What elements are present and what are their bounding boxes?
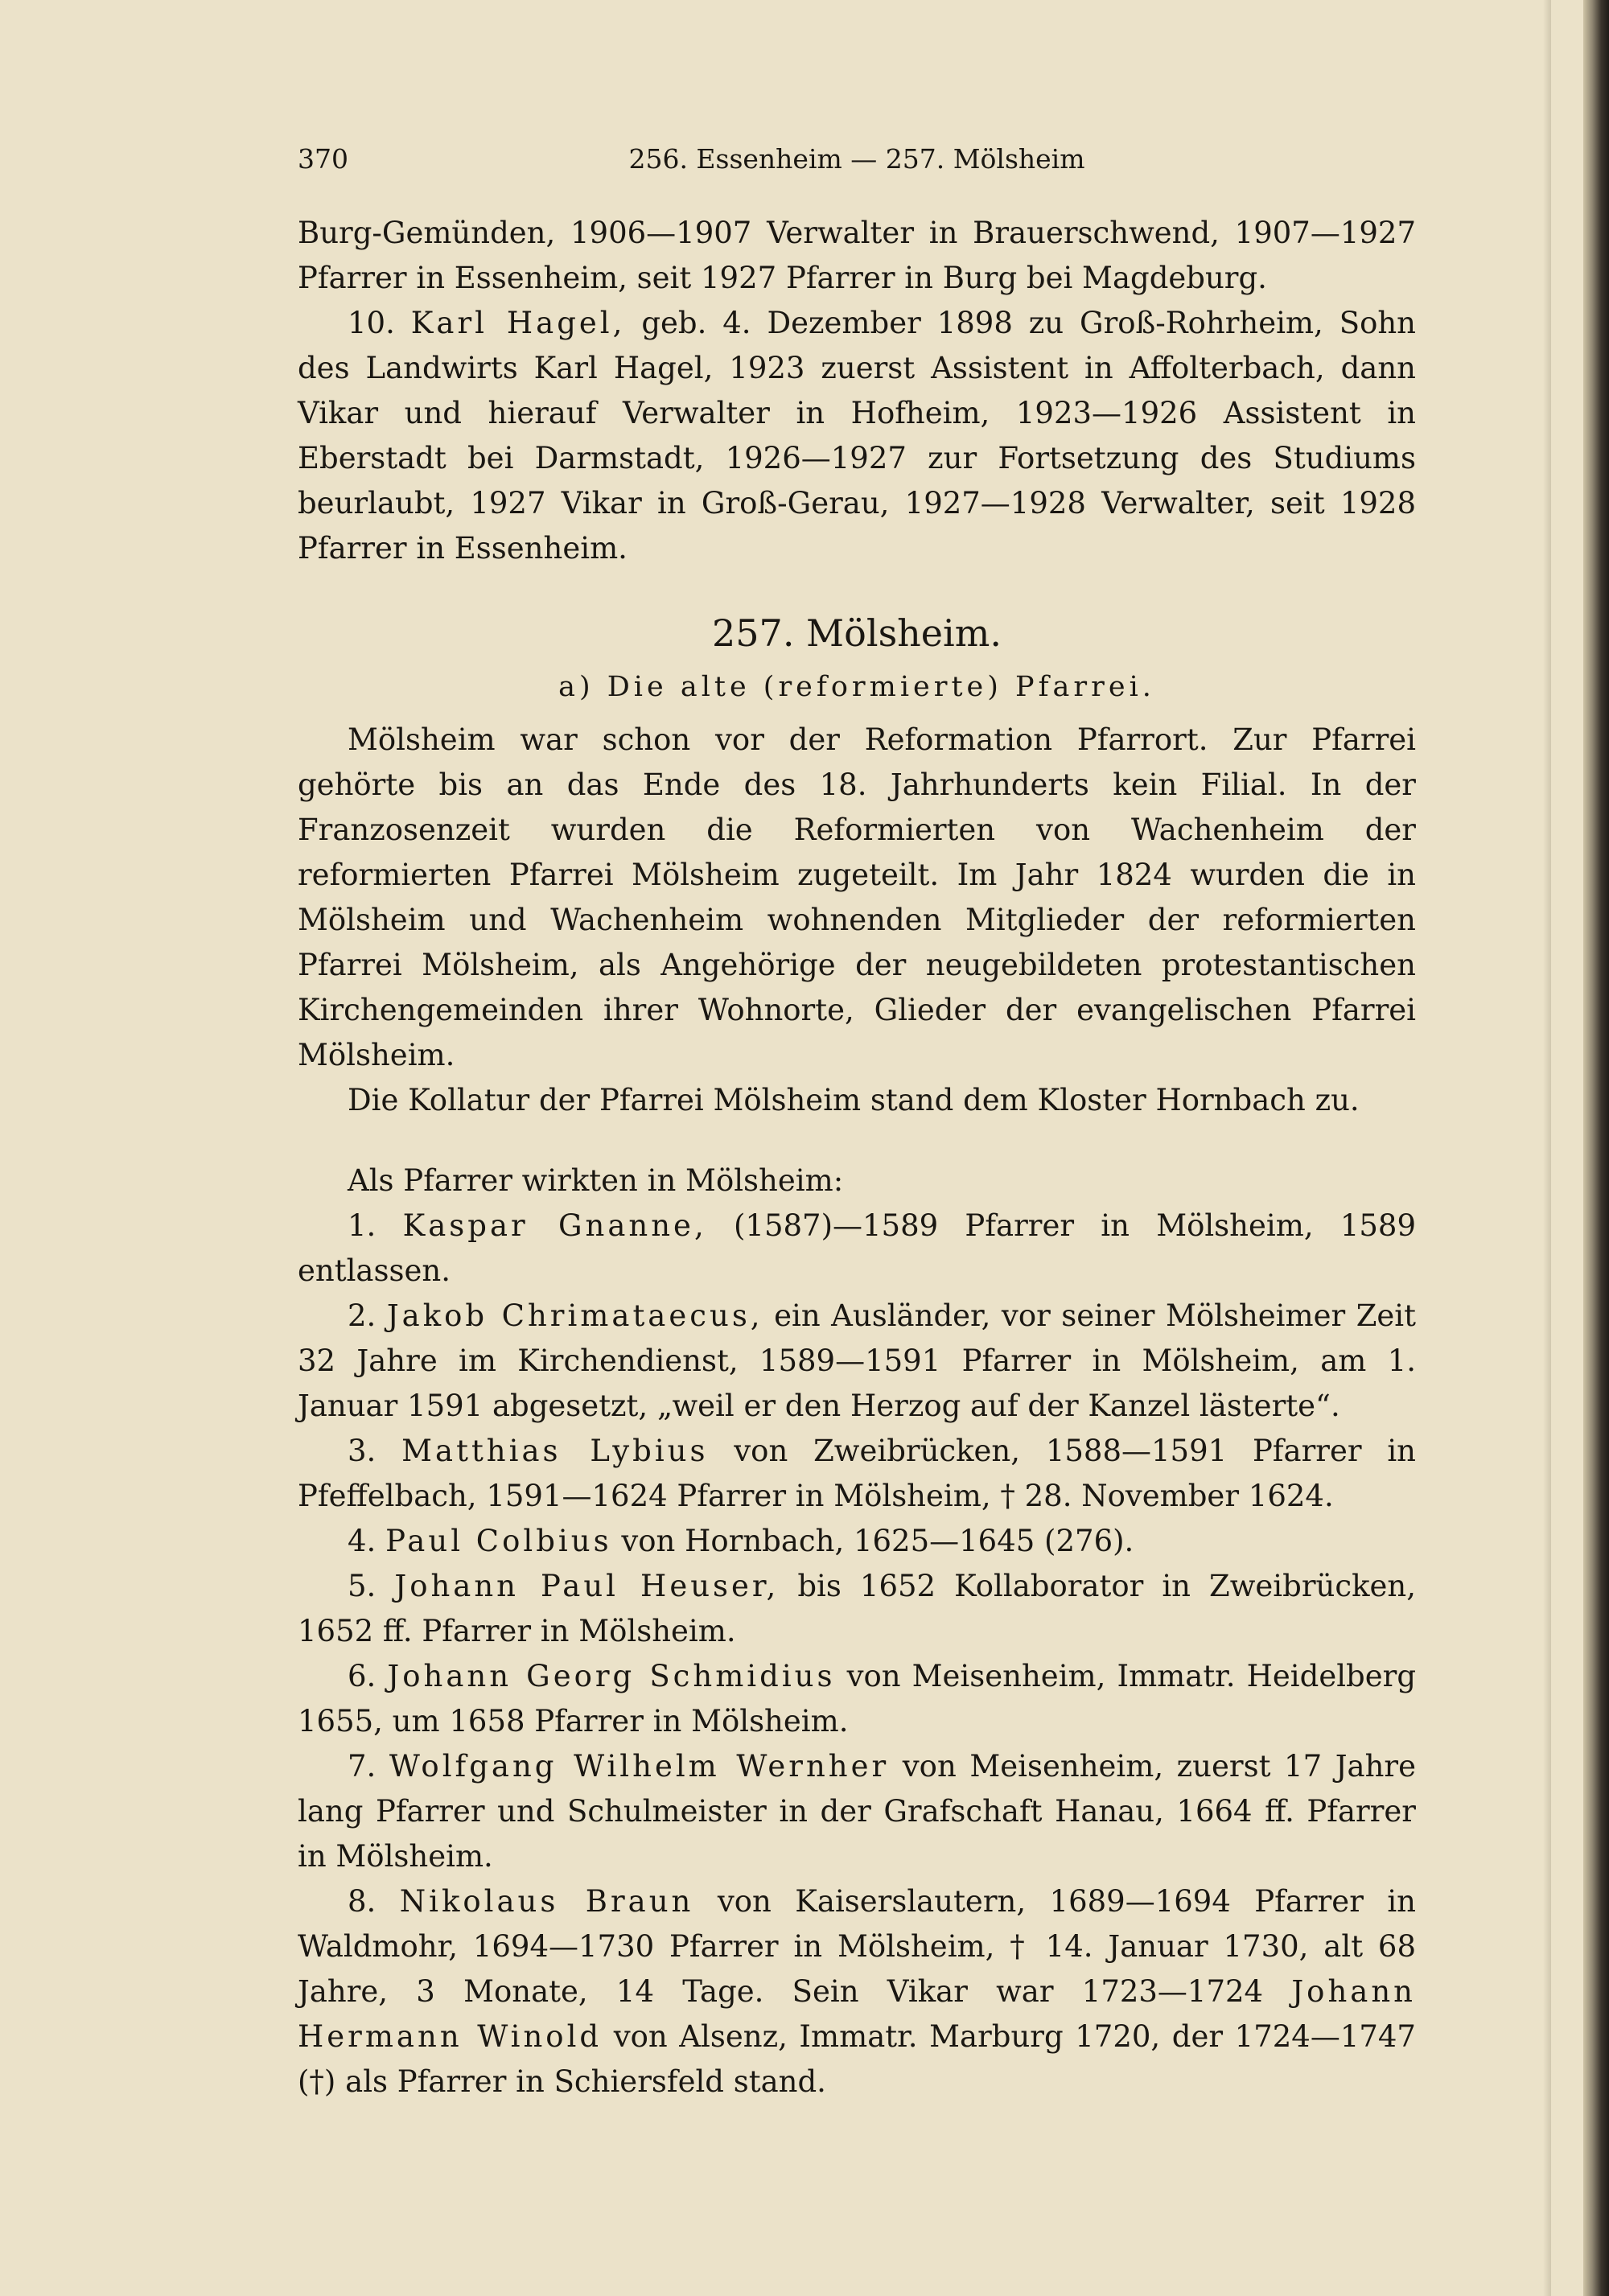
continuation-paragraph: Burg-Gemünden, 1906—1907 Verwalter in Brauerschwend, 1907—1927 Pfarrer in Essenheim, seit 1927 Pfarrer in Burg bei Magdeburg. [298,216,1416,295]
pastor-number: 6. [348,1659,377,1693]
entry-10-text: geb. 4. Dezember 1898 zu Groß-Rohrheim, Sohn des Landwirts Karl Hagel, 1923 zuerst Assistent in Affolterbach, dann Vikar und hierauf Verwalter in Hofheim, 1923—1926 Assistent in Eberstadt bei Darmstadt, 1926—1927 zur Fortsetzung des Studiums beurlaubt, 1927 Vikar in Groß-Gerau, 1927—1928 Verwalter, seit 1928 Pfarrer in Essenheim. [298,306,1417,566]
vicar-text: von Alsenz, Immatr. Marburg 1720, der 1724—1747 (†) als Pfarrer in Schiersfeld stand. [298,2019,1416,2099]
pastor-name: Johann Paul Heuser, [394,1569,780,1603]
kollatur-paragraph: Die Kollatur der Pfarrei Mölsheim stand dem Kloster Hornbach zu. [348,1083,1360,1117]
pastor-number: 8. [348,1884,377,1919]
pastor-entry [298,1429,1416,1519]
pastor-name: Wolfgang Wilhelm Wernher [389,1749,890,1784]
pastor-entry [298,1744,1416,1879]
pastor-entry [298,1294,1416,1429]
pastor-name: Kaspar Gnanne, [402,1208,707,1243]
pastor-number: 3. [348,1434,377,1468]
entry-10-number: 10. [348,306,395,340]
pastor-text: von Meisenheim, zuerst 17 Jahre lang Pfarrer und Schulmeister in der Grafschaft Hanau, 1664 ff. Pfarrer in Mölsheim. [298,1749,1416,1874]
book-spine-edge [1583,0,1609,2296]
pastor-entry [298,1879,1416,2105]
section-title: 257. Mölsheim. [712,611,1002,655]
running-head-title: 256. Essenheim — 257. Mölsheim [628,143,1085,175]
pastor-list-intro: Als Pfarrer wirkten in Mölsheim: [348,1163,844,1198]
pastor-number: 1. [348,1208,377,1243]
page-fold-shadow [1543,0,1551,2296]
pastor-text: bis 1652 Kollaborator in Zweibrücken, 1652 ff. Pfarrer in Mölsheim. [298,1569,1416,1648]
pastor-text: (1587)—1589 Pfarrer in Mölsheim, 1589 entlassen. [298,1208,1416,1288]
pastor-text: von Zweibrücken, 1588—1591 Pfarrer in Pfeffelbach, 1591—1624 Pfarrer in Mölsheim, † 28. November 1624. [298,1434,1417,1513]
pastor-name: Jakob Chrimataecus, [386,1298,763,1333]
text-block [298,138,1416,2105]
pastor-text: von Meisenheim, Immatr. Heidelberg 1655, um 1658 Pfarrer in Mölsheim. [298,1659,1417,1738]
pastor-number: 7. [348,1749,377,1784]
entry-10-name: Karl Hagel, [410,306,626,340]
running-head [298,138,1416,187]
pastor-name: Nikolaus Braun [399,1884,694,1919]
subsection-title: a) Die alte (reformierte) Pfarrei. [558,671,1155,703]
pastor-entry [298,1519,1416,1564]
pastor-text: von Kaiserslautern, 1689—1694 Pfarrer in Waldmohr, 1694—1730 Pfarrer in Mölsheim, † 14. Januar 1730, alt 68 Jahre, 3 Monate, 14 Tage. Sein Vikar war 1723—1724 [298,1884,1416,2009]
pastor-name: Matthias Lybius [401,1434,709,1468]
history-paragraph: Mölsheim war schon vor der Reformation Pfarrort. Zur Pfarrei gehörte bis an das Ende des 18. Jahrhunderts kein Filial. In der Franzosenzeit wurden die Reformierten von Wachenheim der reformierten Pfarrei Mölsheim zugeteilt. Im Jahr 1824 wurden die in Mölsheim und Wachenheim wohnenden Mitglieder der reformierten Pfarrei Mölsheim, als Angehörige der neugebildeten protestantischen Kirchengemeinden ihrer Wohnorte, Glieder der evangelischen Pfarrei Mölsheim. [298,722,1416,1072]
vicar-name: Johann Hermann Winold [298,1974,1416,2054]
pastor-number: 4. [348,1524,377,1558]
pastor-entry [298,1204,1416,1294]
entry-10 [298,301,1416,571]
pastor-name: Paul Colbius [385,1524,612,1558]
pastor-entry [298,1564,1416,1654]
pastor-number: 5. [348,1569,377,1603]
pastor-entry [298,1654,1416,1744]
page-number: 370 [298,143,348,175]
pastor-number: 2. [348,1298,377,1333]
pastor-name: Johann Georg Schmidius [387,1659,836,1693]
paragraph-gap [298,1123,1416,1158]
pastor-text: von Hornbach, 1625—1645 (276). [611,1524,1134,1558]
pastor-text: ein Ausländer, vor seiner Mölsheimer Zeit 32 Jahre im Kirchendienst, 1589—1591 Pfarrer in Mölsheim, am 1. Januar 1591 abgesetzt, „weil er den Herzog auf der Kanzel lästerte“. [298,1298,1417,1423]
